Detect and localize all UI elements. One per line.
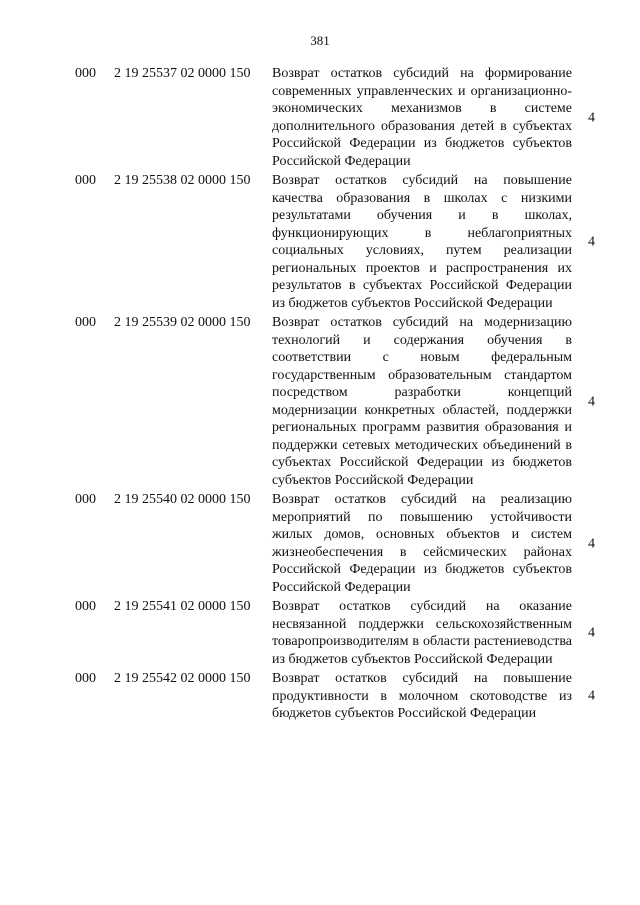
row-description: Возврат остатков субсидий на реализацию мероприятий по повышению устойчивости жилых домов, основных объектов и систем жизнеобеспечения в сейсмических районах Российской Федерации из бюджетов субъектов Российской Федерации — [272, 492, 572, 595]
admin-code: 000 — [75, 599, 96, 614]
admin-code: 000 — [75, 173, 96, 188]
row-description: Возврат остатков субсидий на повышение продуктивности в молочном скотоводстве из бюджетов субъектов Российской Федерации — [272, 671, 572, 721]
row-amount: 4 — [588, 109, 595, 125]
kbk-code: 2 19 25541 02 0000 150 — [114, 599, 251, 614]
admin-code: 000 — [75, 66, 96, 81]
admin-code: 000 — [75, 671, 96, 686]
row-amount: 4 — [588, 535, 595, 551]
row-amount: 4 — [588, 688, 595, 704]
row-amount: 4 — [588, 393, 595, 409]
kbk-code: 2 19 25540 02 0000 150 — [114, 492, 251, 507]
row-description: Возврат остатков субсидий на повышение качества образования в школах с низкими результатами обучения и в школах, функционирующих в неблагоприятных социальных условиях, путем реализации региональных проектов и распространения их результатов в субъектах Российской Федерации из бюджетов субъектов Российской Федерации — [272, 173, 572, 311]
row-amount: 4 — [588, 234, 595, 250]
table-row — [0, 670, 640, 723]
admin-code: 000 — [75, 315, 96, 330]
row-description: Возврат остатков субсидий на формирование современных управленческих и организационно-экономических механизмов в системе дополнительного образования детей в субъектах Российской Федерации из бюджетов субъектов Российской Федерации — [272, 66, 572, 169]
table-row — [0, 65, 640, 170]
row-description: Возврат остатков субсидий на модернизацию технологий и содержания обучения в соответствии с новым федеральным государственным образовательным стандартом посредством разработки концепций модернизации конкретных областей, поддержки региональных программ развития образования и поддержки сетевых методических объединений в субъектах Российской Федерации из бюджетов субъектов Российской Федерации — [272, 315, 572, 488]
admin-code: 000 — [75, 492, 96, 507]
table-row — [0, 172, 640, 312]
budget-code-table — [0, 65, 640, 725]
kbk-code: 2 19 25537 02 0000 150 — [114, 66, 251, 81]
table-row — [0, 491, 640, 596]
kbk-code: 2 19 25538 02 0000 150 — [114, 173, 251, 188]
kbk-code: 2 19 25542 02 0000 150 — [114, 671, 251, 686]
kbk-code: 2 19 25539 02 0000 150 — [114, 315, 251, 330]
row-amount: 4 — [588, 625, 595, 641]
table-row — [0, 314, 640, 489]
row-description: Возврат остатков субсидий на оказание несвязанной поддержки сельскохозяйственным товаропроизводителям в области растениеводства из бюджетов субъектов Российской Федерации — [272, 599, 572, 667]
table-row — [0, 598, 640, 668]
page-number: 381 — [310, 33, 330, 48]
